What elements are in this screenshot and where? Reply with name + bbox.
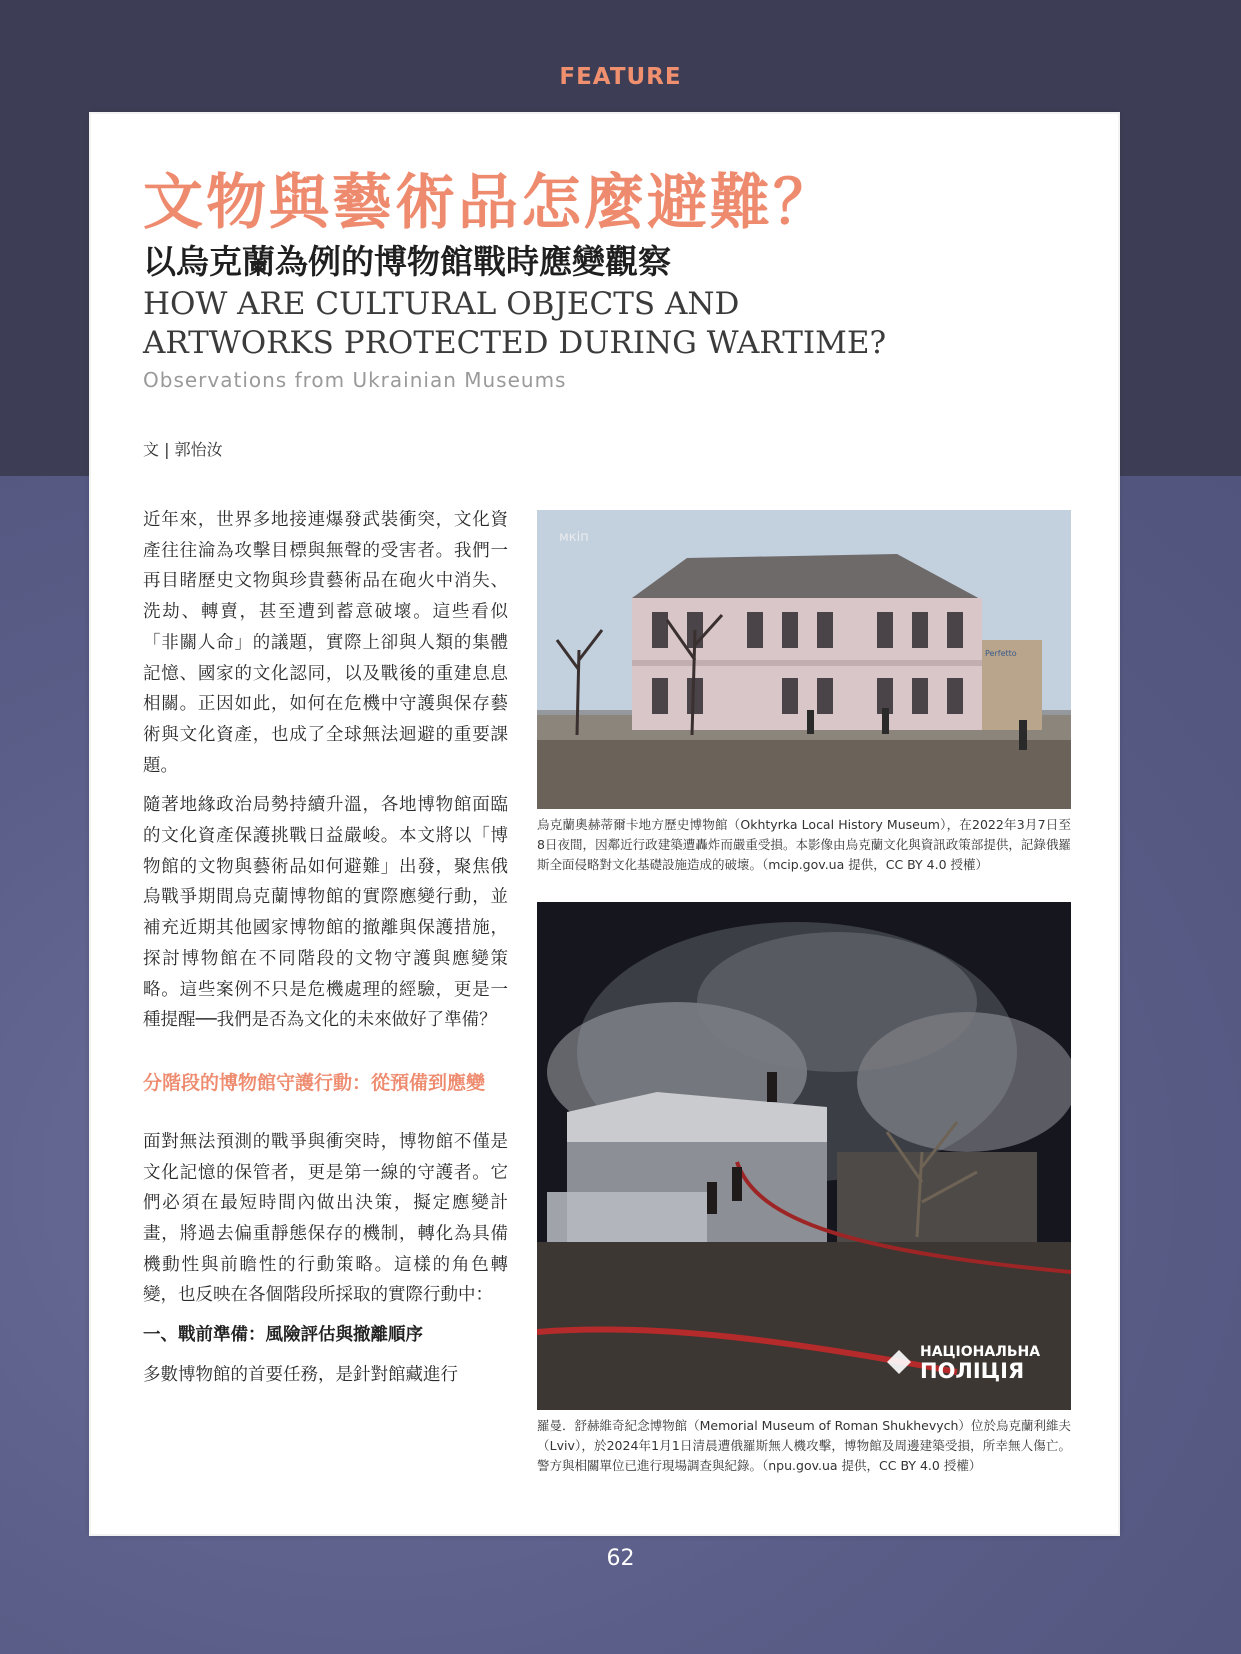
article-title-en bbox=[143, 285, 887, 363]
section-heading: 分階段的博物館守護行動：從預備到應變 bbox=[143, 1071, 486, 1094]
paragraph-4: 多數博物館的首要任務，是針對館藏進行 bbox=[143, 1365, 458, 1386]
article-title-en-line2: ARTWORKS PROTECTED DURING WARTIME? bbox=[143, 325, 887, 361]
page-number: 62 bbox=[606, 1546, 635, 1571]
photo-shukhevych-illustration bbox=[537, 902, 1071, 1410]
photo-okhtyrka-illustration bbox=[537, 510, 1071, 809]
photo1-sign: Perfetto bbox=[985, 649, 1017, 658]
police-logo-line1: НАЦІОНАЛЬНА bbox=[920, 1344, 1041, 1360]
photo2-caption: 羅曼．舒赫維奇紀念博物館（Memorial Museum of Roman Shukhevych）位於烏克蘭利維夫（Lviv），於2024年1月1日清晨遭俄羅斯無人機攻擊，博物館及周邊建築受損，所幸無人傷亡。警方與相關單位已進行現場調查與紀錄。（npu.gov.ua 提供，CC BY 4.0 授權） bbox=[537, 1418, 1071, 1473]
section-label: FEATURE bbox=[559, 64, 682, 90]
byline: 文 | 郭怡汝 bbox=[143, 440, 223, 459]
photo-okhtyrka-museum bbox=[537, 510, 1071, 809]
photo1-caption: 烏克蘭奧赫蒂爾卡地方歷史博物館（Okhtyrka Local History Museum），在2022年3月7日至8日夜間，因鄰近行政建築遭轟炸而嚴重受損。本影像由烏克蘭文化與資訊政策部提供，記錄俄羅斯全面侵略對文化基礎設施造成的破壞。（mcip.gov.ua 提供，CC BY 4.0 授權） bbox=[537, 817, 1071, 872]
paragraph-2: 隨著地緣政治局勢持續升溫，各地博物館面臨的文化資產保護挑戰日益嚴峻。本文將以「博物館的文物與藝術品如何避難」出發，聚焦俄烏戰爭期間烏克蘭博物館的實際應變行動，並補充近期其他國家博物館的撤離與保護措施，探討博物館在不同階段的文物守護與應變策略。這些案例不只是危機處理的經驗，更是一種提醒──我們是否為文化的未來做好了準備？ bbox=[143, 795, 508, 1031]
article-subtitle-en: Observations from Ukrainian Museums bbox=[143, 368, 567, 392]
photo-shukhevych-museum bbox=[537, 902, 1071, 1410]
article-title-zh: 文物與藝術品怎麼避難？ bbox=[143, 168, 836, 238]
photo1-watermark: мкіп bbox=[559, 530, 589, 545]
subheading-1: 一、戰前準備：風險評估與撤離順序 bbox=[143, 1325, 423, 1346]
article-body bbox=[143, 505, 508, 1400]
paragraph-3: 面對無法預測的戰爭與衝突時，博物館不僅是文化記憶的保管者，更是第一線的守護者。它們必須在最短時間內做出決策，擬定應變計畫，將過去偏重靜態保存的機制，轉化為具備機動性與前瞻性的行動策略。這樣的角色轉變，也反映在各個階段所採取的實際行動中： bbox=[143, 1131, 508, 1306]
article-title-en-line1: HOW ARE CULTURAL OBJECTS AND bbox=[143, 286, 740, 322]
article-subtitle-zh: 以烏克蘭為例的博物館戰時應變觀察 bbox=[143, 242, 671, 281]
police-logo-line2: ПОЛІЦІЯ bbox=[920, 1359, 1025, 1383]
paragraph-1: 近年來，世界多地接連爆發武裝衝突，文化資產往往淪為攻擊目標與無聲的受害者。我們一再目睹歷史文物與珍貴藝術品在砲火中消失、洗劫、轉賣，甚至遭到蓄意破壞。這些看似「非關人命」的議題，實際上卻與人類的集體記憶、國家的文化認同，以及戰後的重建息息相關。正因如此，如何在危機中守護與保存藝術與文化資產，也成了全球無法迴避的重要課題。 bbox=[143, 510, 508, 776]
